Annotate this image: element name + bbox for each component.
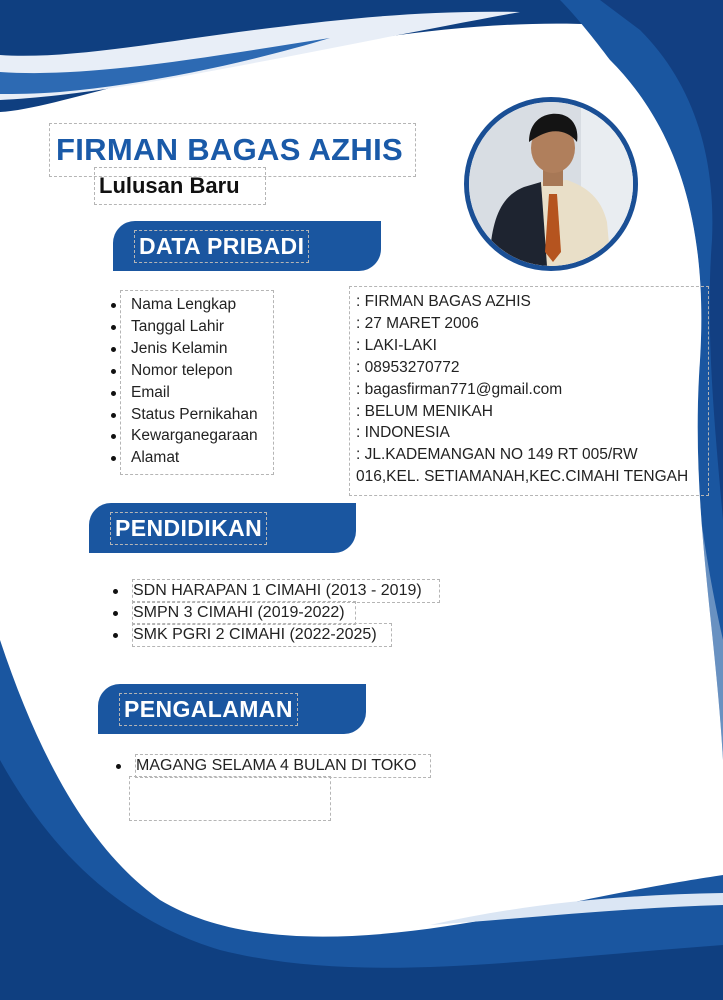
value-nama: : FIRMAN BAGAS AZHIS (356, 293, 531, 310)
section-header-experience (98, 684, 366, 734)
label-status-pernikahan: Status Pernikahan (131, 404, 273, 426)
value-email: : bagasfirman771@gmail.com (356, 380, 563, 398)
label-jenis-kelamin: Jenis Kelamin (131, 338, 273, 360)
value-tanggal-lahir: : 27 MARET 2006 (356, 314, 479, 332)
person-subtitle: Lulusan Baru (95, 168, 265, 204)
section-title-education: PENDIDIKAN (111, 513, 266, 544)
value-jenis-kelamin: : LAKI-LAKI (356, 336, 437, 354)
value-status-pernikahan: : BELUM MENIKAH (356, 402, 493, 420)
personal-labels (121, 291, 273, 474)
section-title-personal: DATA PRIBADI (135, 231, 308, 262)
section-header-personal (113, 221, 381, 271)
personal-values (350, 287, 708, 495)
label-email: Email (131, 382, 273, 404)
empty-placeholder-box (130, 777, 330, 820)
person-name: FIRMAN BAGAS AZHIS (50, 124, 415, 176)
section-header-education (89, 503, 356, 553)
label-alamat: Alamat (131, 447, 273, 469)
label-nama: Nama Lengkap (131, 294, 273, 316)
education-item: SMPN 3 CIMAHI (2019-2022) (133, 602, 355, 624)
value-kewarganegaraan: : INDONESIA (356, 424, 450, 442)
value-alamat: : JL.KADEMANGAN NO 149 RT 005/RW 016,KEL. SETIAMANAH,KEC.CIMAHI TENGAH (356, 446, 689, 486)
education-item: SDN HARAPAN 1 CIMAHI (2013 - 2019) (133, 580, 439, 602)
education-list (133, 580, 443, 646)
section-title-experience: PENGALAMAN (120, 694, 297, 725)
label-nomor-telepon: Nomor telepon (131, 360, 273, 382)
value-nomor-telepon: : 08953270772 (356, 358, 460, 376)
education-item: SMK PGRI 2 CIMAHI (2022-2025) (133, 624, 391, 646)
experience-item: MAGANG SELAMA 4 BULAN DI TOKO (136, 755, 430, 777)
label-tanggal-lahir: Tanggal Lahir (131, 316, 273, 338)
label-kewarganegaraan: Kewarganegaraan (131, 425, 273, 447)
profile-photo (464, 97, 638, 271)
experience-list (136, 755, 436, 777)
avatar (469, 102, 633, 266)
